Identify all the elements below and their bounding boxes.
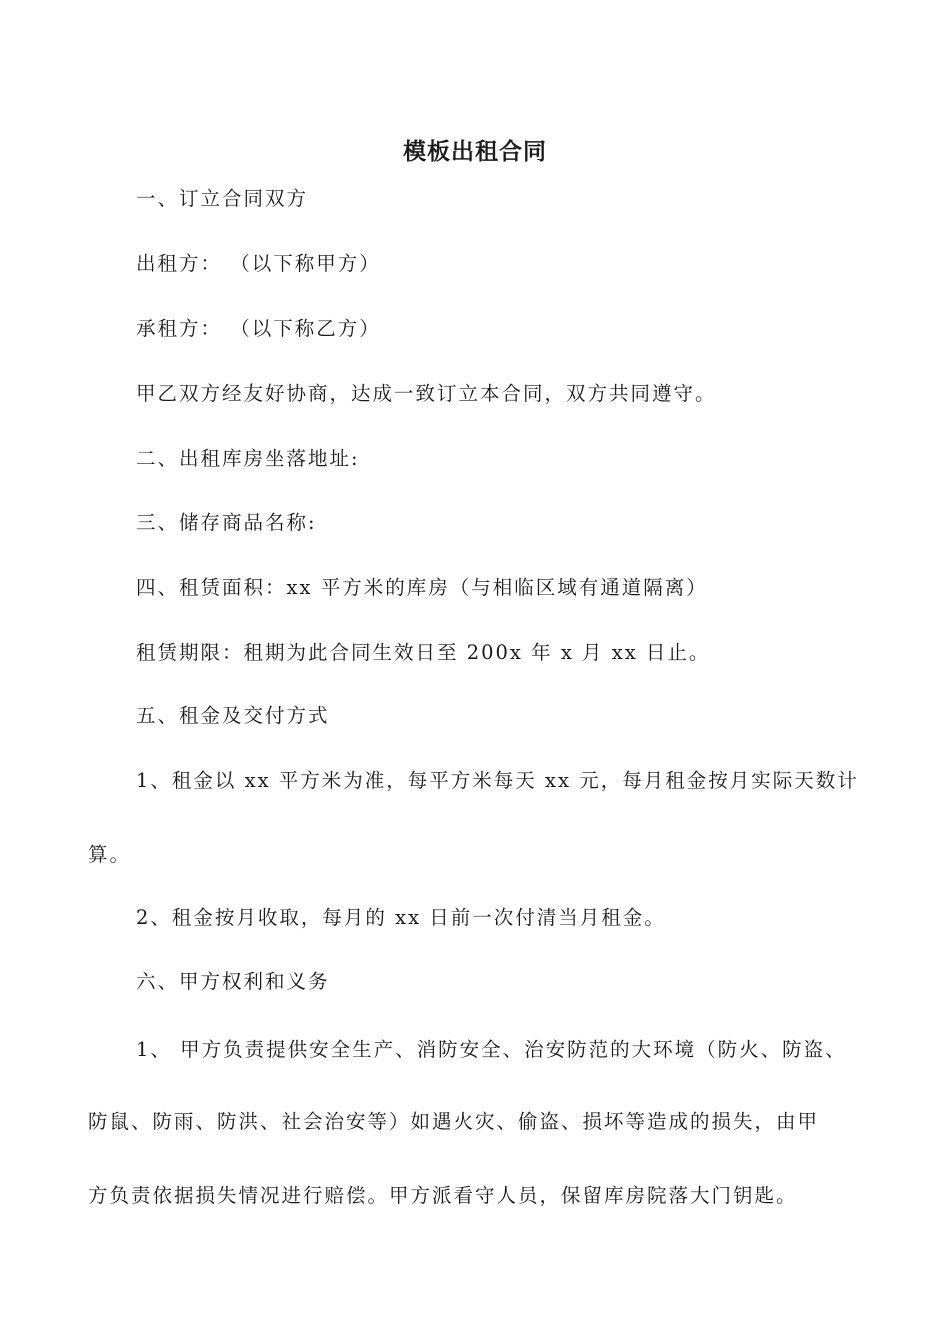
rent-clause-2: 2、租金按月收取，每月的 xx 日前一次付清当月租金。 [136, 906, 666, 929]
rent-clause-1-continued: 算。 [88, 843, 132, 866]
lessor-clause-1-continued-a: 防鼠、防雨、防洪、社会治安等）如遇火灾、偷盗、损坏等造成的损失，由甲 [88, 1110, 820, 1133]
section-heading-address: 二、出租库房坐落地址: [136, 447, 360, 470]
lessor-clause-1: 1、 甲方负责提供安全生产、消防安全、治安防范的大环境（防火、防盗、 [136, 1038, 847, 1061]
lessee-line: 承租方： （以下称乙方） [136, 317, 381, 340]
lessor-line: 出租方： （以下称甲方） [136, 252, 381, 275]
section-heading-goods: 三、储存商品名称: [136, 511, 317, 534]
section-heading-parties: 一、订立合同双方 [136, 187, 309, 210]
lessor-clause-1-continued-b: 方负责依据损失情况进行赔偿。甲方派看守人员，保留库房院落大门钥匙。 [88, 1184, 798, 1207]
lease-term-line: 租赁期限：租期为此合同生效日至 200x 年 x 月 xx 日止。 [136, 641, 711, 664]
section-heading-area: 四、租赁面积：xx 平方米的库房（与相临区域有通道隔离） [136, 576, 708, 599]
agreement-statement: 甲乙双方经友好协商，达成一致订立本合同，双方共同遵守。 [136, 382, 717, 405]
document-title: 模板出租合同 [403, 138, 547, 165]
section-heading-lessor-rights: 六、甲方权利和义务 [136, 970, 330, 993]
section-heading-rent: 五、租金及交付方式 [136, 704, 330, 727]
rent-clause-1: 1、租金以 xx 平方米为准，每平方米每天 xx 元，每月租金按月实际天数计 [136, 769, 859, 792]
